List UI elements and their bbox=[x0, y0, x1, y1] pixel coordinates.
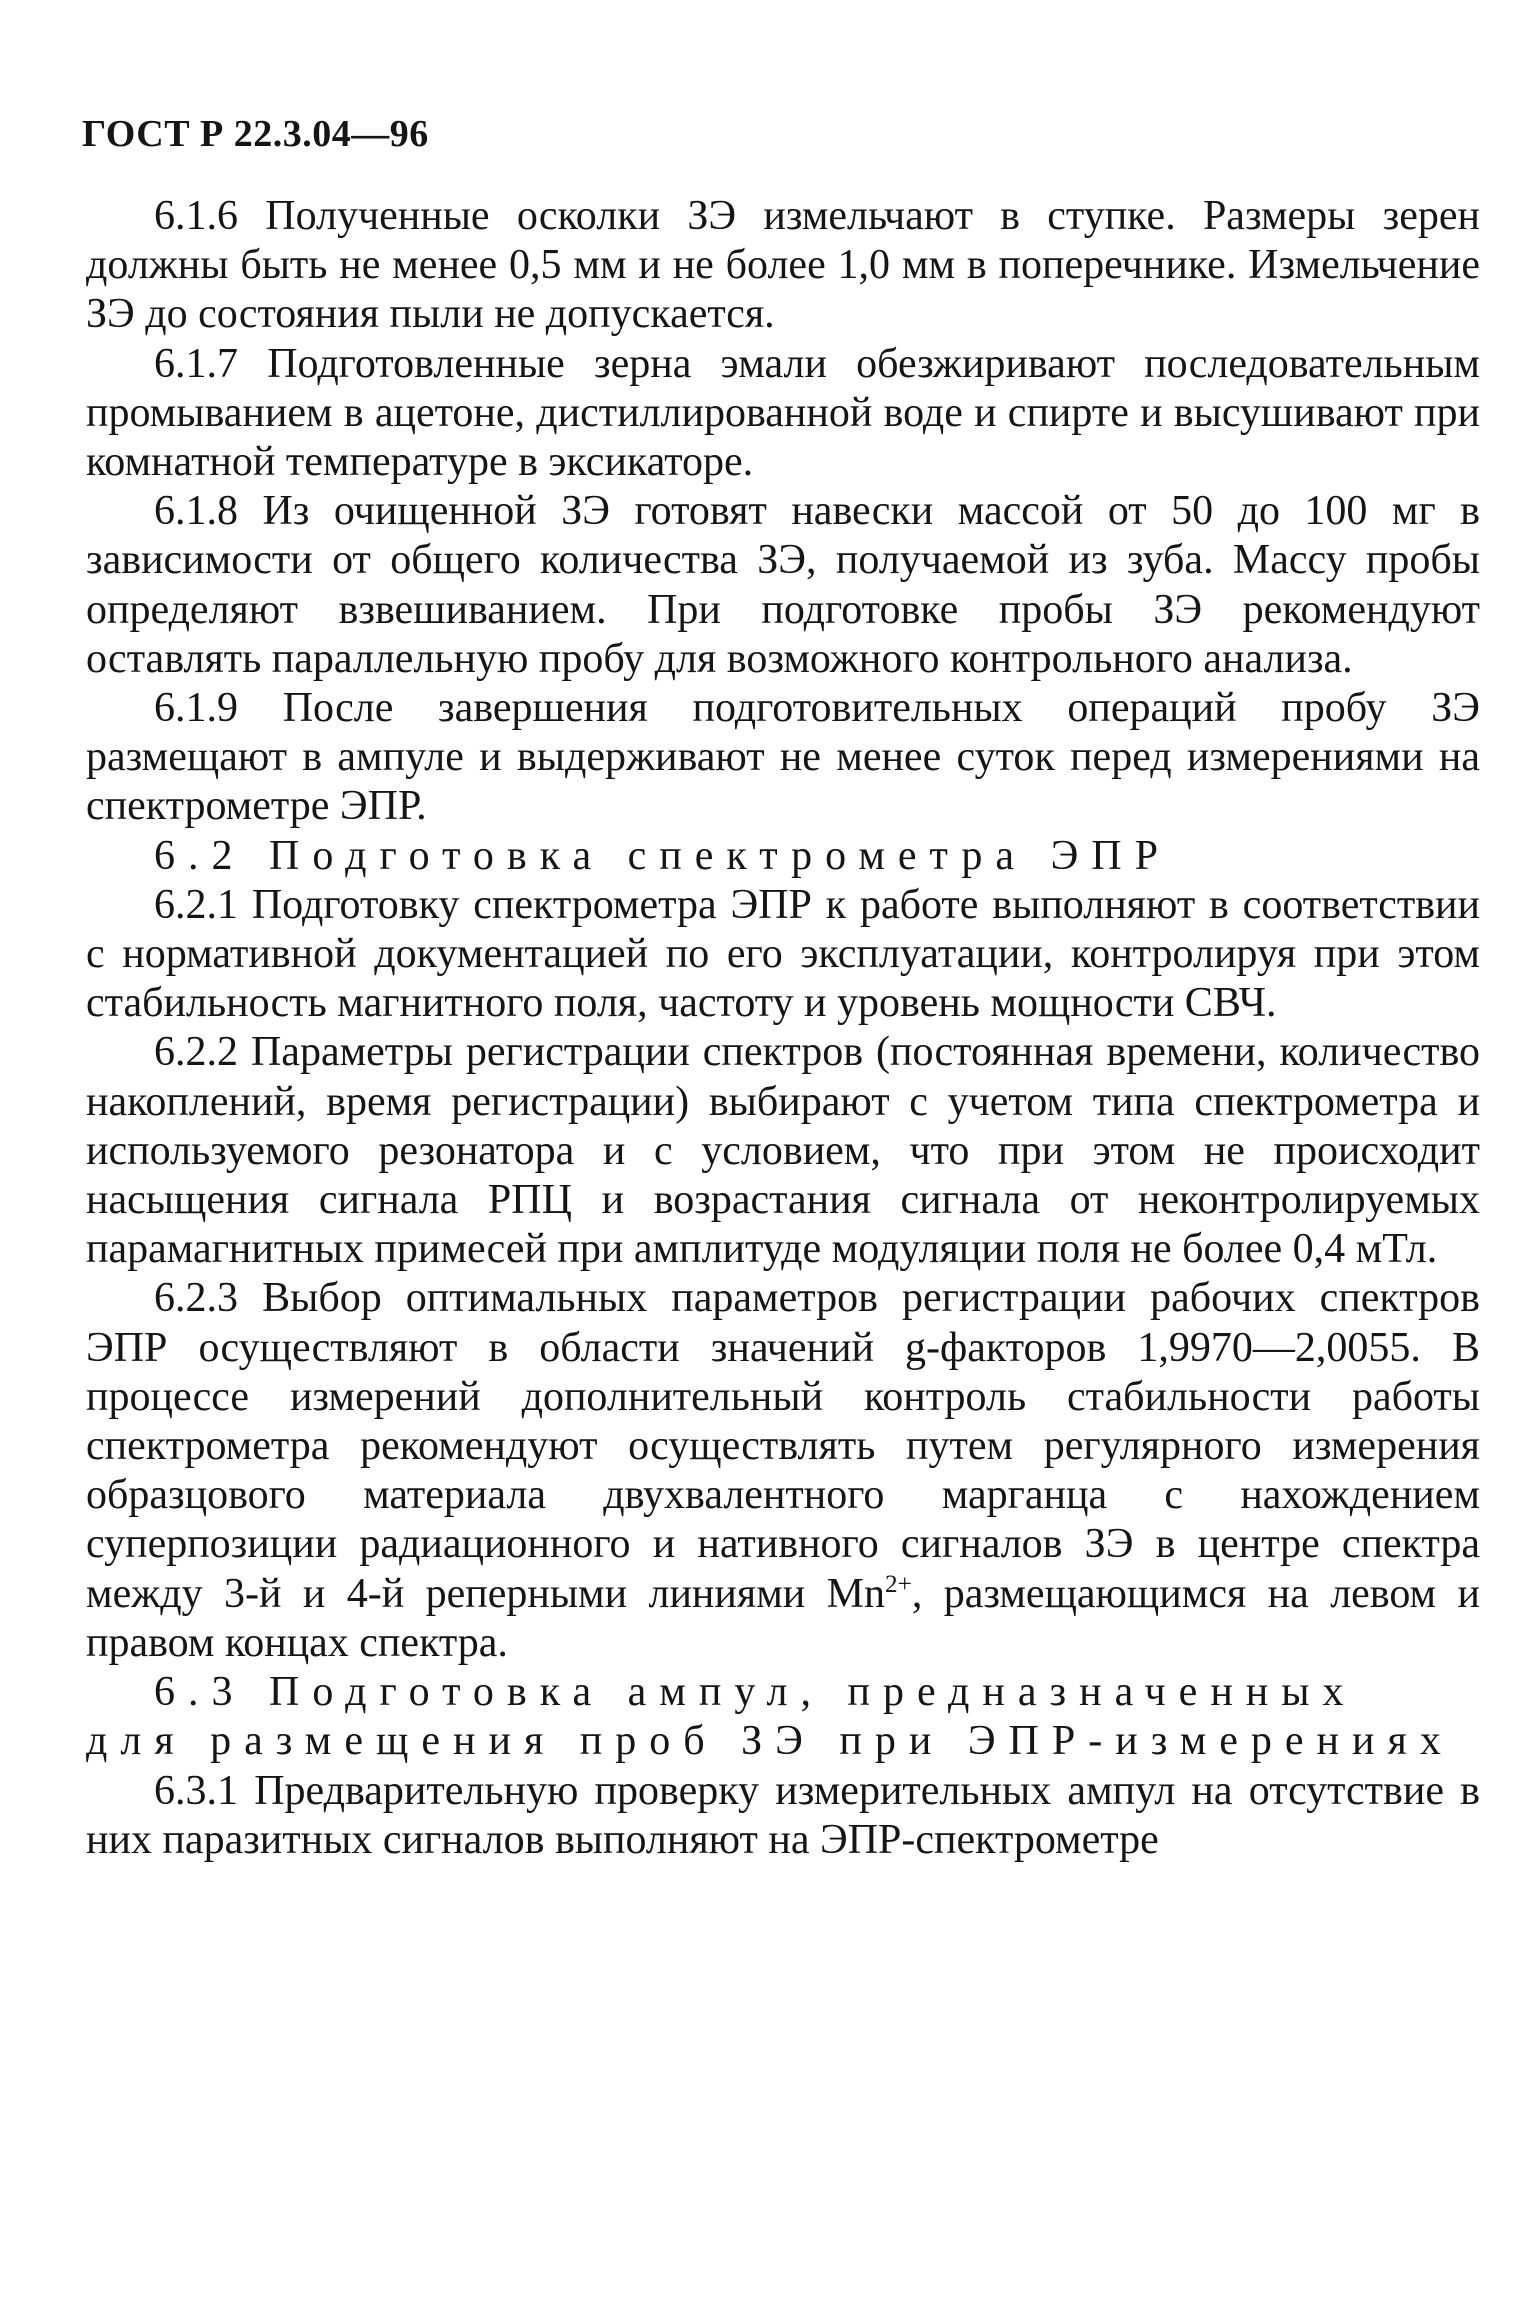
section-heading-6-3: 6.3 Подготовка ампул, предназначенных для размещения проб ЗЭ при ЭПР-измерениях bbox=[86, 1669, 1454, 1765]
section-heading-6-2: 6.2 Подготовка спектрометра ЭПР bbox=[154, 832, 1171, 879]
paragraph-6-1-8: 6.1.8 Из очищенной ЗЭ готовят навески массой от 50 до 100 мг в зависимости от общего количества ЗЭ, получаемой из зуба. Массу пробы определяют взвешиванием. При подготовке пробы ЗЭ рекомендуют оставлять параллельную пробу для возможного контрольного анализа. bbox=[86, 488, 1480, 682]
paragraph-6-2-2: 6.2.2 Параметры регистрации спектров (постоянная времени, количество накоплений, время регистрации) выбирают с учетом типа спектрометра и используемого резонатора и с условием, что при этом не происходит насыщения сигнала РПЦ и возрастания сигнала от неконтролируемых парамагнитных примесей при амплитуде модуляции поля не более 0,4 мТл. bbox=[86, 1029, 1480, 1273]
document-header: ГОСТ Р 22.3.04—96 bbox=[82, 113, 429, 155]
paragraph-6-3-1: 6.3.1 Предварительную проверку измерительных ампул на отсутствие в них паразитных сигналов выполняют на ЭПР-спектрометре bbox=[86, 1767, 1480, 1863]
paragraph-6-2-3-tail: , размещающимся на левом и правом концах спектра. bbox=[86, 1570, 1480, 1666]
manganese-charge-superscript: 2+ bbox=[885, 1570, 912, 1598]
paragraph-6-1-7: 6.1.7 Подготовленные зерна эмали обезжиривают последовательным промыванием в ацетоне, дистиллированной воде и спирте и высушивают при комнатной температуре в эксикаторе. bbox=[86, 340, 1480, 486]
paragraph-6-2-3 bbox=[86, 1274, 1480, 1668]
paragraph-6-2-1: 6.2.1 Подготовку спектрометра ЭПР к работе выполняют в соответствии с нормативной документацией по его эксплуатации, контролируя при этом стабильность магнитного поля, частоту и уровень мощности СВЧ. bbox=[86, 881, 1480, 1027]
paragraph-6-1-9: 6.1.9 После завершения подготовительных операций пробу ЗЭ размещают в ампуле и выдерживают не менее суток перед измерениями на спектрометре ЭПР. bbox=[86, 685, 1480, 830]
paragraph-6-2-3-text: 6.2.3 Выбор оптимальных параметров регистрации рабочих спектров ЭПР осуществляют в области значений g-факторов 1,9970—2,0055. В процессе измерений дополнительный контроль стабильности работы спектрометра рекомендуют осуществлять путем регулярного измерения образцового материала двухвалентного марганца с нахождением суперпозиции радиационного и нативного сигналов ЗЭ в центре спектра между 3-й и 4-й реперными линиями Mn bbox=[86, 1275, 1480, 1617]
document-body bbox=[86, 192, 1480, 1865]
paragraph-6-1-6: 6.1.6 Полученные осколки ЗЭ измельчают в ступке. Размеры зерен должны быть не менее 0,5 мм и не более 1,0 мм в поперечнике. Измельчение ЗЭ до состояния пыли не допускается. bbox=[86, 193, 1480, 338]
